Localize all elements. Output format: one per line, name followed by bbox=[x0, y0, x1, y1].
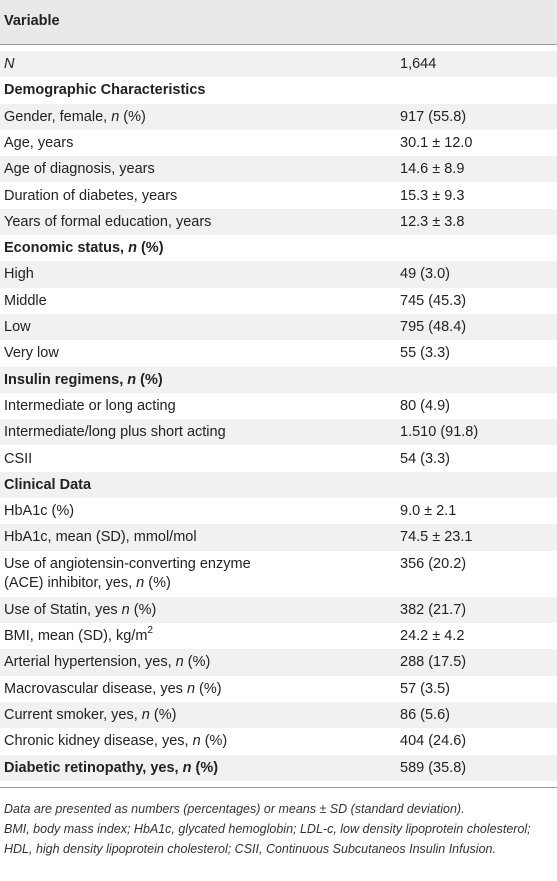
table-row bbox=[0, 498, 557, 524]
table-footnote bbox=[4, 799, 554, 859]
value-cell: 74.5 ± 23.1 bbox=[400, 529, 473, 546]
table-row bbox=[0, 676, 557, 702]
variable-cell bbox=[4, 680, 384, 699]
cell-text: Middle bbox=[4, 292, 47, 309]
header-divider bbox=[0, 44, 557, 45]
variable-cell bbox=[4, 759, 384, 778]
variable-cell bbox=[4, 292, 384, 311]
value-cell: 57 (3.5) bbox=[400, 680, 450, 697]
value-cell: 9.0 ± 2.1 bbox=[400, 503, 457, 520]
variable-cell bbox=[4, 344, 384, 363]
footnote-line-1: Data are presented as numbers (percentages) or means ± SD (standard deviation). bbox=[4, 802, 465, 816]
cell-text: Intermediate/long plus short acting bbox=[4, 424, 226, 441]
variable-cell bbox=[4, 108, 384, 127]
value-cell: 356 (20.2) bbox=[400, 555, 467, 572]
cell-text: Use of Statin, yes bbox=[4, 601, 122, 618]
table-row bbox=[0, 209, 557, 235]
variable-cell bbox=[4, 55, 384, 74]
cell-text: (ACE) inhibitor, yes, bbox=[4, 574, 137, 591]
table-row bbox=[0, 702, 557, 728]
table-row bbox=[0, 288, 557, 314]
value-cell: 382 (21.7) bbox=[400, 601, 467, 618]
italic-symbol: n bbox=[136, 574, 145, 591]
value-cell: 54 (3.3) bbox=[400, 450, 450, 467]
value-cell: 745 (45.3) bbox=[400, 292, 467, 309]
value-cell: 589 (35.8) bbox=[400, 759, 467, 776]
italic-symbol: n bbox=[121, 601, 130, 618]
variable-cell bbox=[4, 239, 384, 258]
variable-cell bbox=[4, 653, 384, 672]
value-cell: 15.3 ± 9.3 bbox=[400, 187, 465, 204]
value-cell: 30.1 ± 12.0 bbox=[400, 134, 473, 151]
table-row bbox=[0, 755, 557, 781]
variable-cell bbox=[4, 627, 384, 646]
cell-text: (%) bbox=[149, 706, 177, 723]
cell-text: Gender, female, bbox=[4, 108, 112, 125]
value-cell: 86 (5.6) bbox=[400, 706, 450, 723]
variable-cell-line bbox=[4, 574, 384, 593]
variable-cell bbox=[4, 187, 384, 206]
cell-text: (%) bbox=[191, 759, 219, 776]
value-cell: 795 (48.4) bbox=[400, 319, 467, 335]
table-row bbox=[0, 51, 557, 77]
cell-text: Insulin regimens, bbox=[4, 371, 128, 388]
table-row bbox=[0, 156, 557, 182]
table-row bbox=[0, 728, 557, 754]
cell-text: Economic status, bbox=[4, 240, 129, 257]
section-header-row bbox=[0, 77, 557, 103]
cell-text: Low bbox=[4, 319, 31, 335]
variable-cell bbox=[4, 528, 384, 547]
table-header bbox=[0, 0, 557, 44]
variable-cell bbox=[4, 318, 384, 337]
table-row bbox=[0, 551, 557, 597]
value-cell: 49 (3.0) bbox=[400, 266, 450, 283]
cell-text: Age of diagnosis, years bbox=[4, 161, 155, 178]
cell-text: (%) bbox=[129, 601, 157, 618]
footnote-line-2: BMI, body mass index; HbA1c, glycated hemoglobin; LDL-c, low density lipoprotein cholesterol; HDL, high density lipoprotein cholesterol; CSII, Continuous Subcutaneos Insulin Infusion. bbox=[4, 822, 531, 856]
table-row bbox=[0, 314, 557, 340]
italic-symbol: n bbox=[182, 759, 192, 776]
cell-text: (%) bbox=[144, 574, 171, 591]
table-row bbox=[0, 597, 557, 623]
section-header-row bbox=[0, 235, 557, 261]
cell-text: CSII bbox=[4, 450, 33, 467]
section-header-row bbox=[0, 367, 557, 393]
variable-cell bbox=[4, 213, 384, 232]
variable-cell bbox=[4, 160, 384, 179]
cell-text: Clinical Data bbox=[4, 476, 92, 493]
table-row bbox=[0, 649, 557, 675]
italic-symbol: n bbox=[175, 654, 184, 671]
cell-text: (%) bbox=[119, 108, 146, 125]
variable-cell bbox=[4, 706, 384, 725]
italic-symbol: n bbox=[127, 371, 137, 388]
cell-text: Years of formal education, years bbox=[4, 213, 212, 230]
cell-text: Diabetic retinopathy, yes, bbox=[4, 759, 183, 776]
variable-cell bbox=[4, 397, 384, 416]
cell-text: Use of angiotensin-converting enzyme bbox=[4, 555, 251, 572]
variable-cell bbox=[4, 502, 384, 521]
variable-cell bbox=[4, 265, 384, 284]
value-cell: 1.510 (91.8) bbox=[400, 424, 479, 441]
cell-text: (%) bbox=[136, 240, 164, 257]
table-row bbox=[0, 393, 557, 419]
table-bottom-divider bbox=[0, 787, 557, 788]
table-row bbox=[0, 183, 557, 209]
variable-cell-line bbox=[4, 555, 384, 574]
table-row bbox=[0, 261, 557, 287]
variable-column-header: Variable bbox=[4, 13, 60, 29]
table-row bbox=[0, 130, 557, 156]
italic-symbol: n bbox=[111, 108, 120, 125]
table-row bbox=[0, 446, 557, 472]
variable-cell bbox=[4, 555, 384, 593]
cell-text: Current smoker, yes, bbox=[4, 706, 142, 723]
cell-text: (%) bbox=[195, 680, 222, 697]
cell-text: (%) bbox=[136, 371, 163, 388]
value-cell: 24.2 ± 4.2 bbox=[400, 628, 465, 644]
section-header-row bbox=[0, 472, 557, 498]
italic-symbol: n bbox=[128, 240, 137, 257]
cell-text: Intermediate or long acting bbox=[4, 397, 176, 414]
table-row bbox=[0, 419, 557, 445]
value-cell: 288 (17.5) bbox=[400, 654, 467, 671]
cell-text: Demographic Characteristics bbox=[4, 82, 206, 99]
cell-text: Duration of diabetes, years bbox=[4, 187, 178, 204]
cell-text: Arterial hypertension, yes, bbox=[4, 654, 176, 671]
italic-symbol: N bbox=[4, 56, 15, 72]
value-cell: 14.6 ± 8.9 bbox=[400, 161, 465, 178]
variable-cell bbox=[4, 476, 384, 495]
value-cell: 12.3 ± 3.8 bbox=[400, 213, 465, 230]
cell-text: Very low bbox=[4, 345, 59, 362]
cell-text: HbA1c (%) bbox=[4, 503, 75, 520]
variable-cell bbox=[4, 732, 384, 751]
variable-cell bbox=[4, 371, 384, 390]
table-row bbox=[0, 623, 557, 649]
cell-text: (%) bbox=[200, 733, 228, 750]
cell-text: Macrovascular disease, yes bbox=[4, 680, 187, 697]
superscript: 2 bbox=[147, 625, 153, 637]
table-row bbox=[0, 340, 557, 366]
cell-text: High bbox=[4, 266, 34, 283]
table-row bbox=[0, 524, 557, 550]
italic-symbol: n bbox=[192, 733, 201, 750]
table-row bbox=[0, 104, 557, 130]
cell-text: Age, years bbox=[4, 134, 74, 151]
cell-text: (%) bbox=[183, 654, 211, 671]
value-cell: 80 (4.9) bbox=[400, 397, 450, 414]
italic-symbol: n bbox=[186, 680, 196, 697]
value-cell: 917 (55.8) bbox=[400, 108, 467, 125]
value-cell: 404 (24.6) bbox=[400, 733, 467, 750]
cell-text: Chronic kidney disease, yes, bbox=[4, 733, 193, 750]
cell-text: HbA1c, mean (SD), mmol/mol bbox=[4, 529, 197, 546]
variable-cell bbox=[4, 601, 384, 620]
value-cell: 55 (3.3) bbox=[400, 345, 450, 362]
variable-cell bbox=[4, 81, 384, 100]
cell-text: BMI, mean (SD), kg/m bbox=[4, 628, 148, 644]
variable-cell bbox=[4, 450, 384, 469]
italic-symbol: n bbox=[141, 706, 150, 723]
variable-cell bbox=[4, 134, 384, 153]
variable-cell bbox=[4, 423, 384, 442]
value-cell: 1,644 bbox=[400, 56, 437, 72]
